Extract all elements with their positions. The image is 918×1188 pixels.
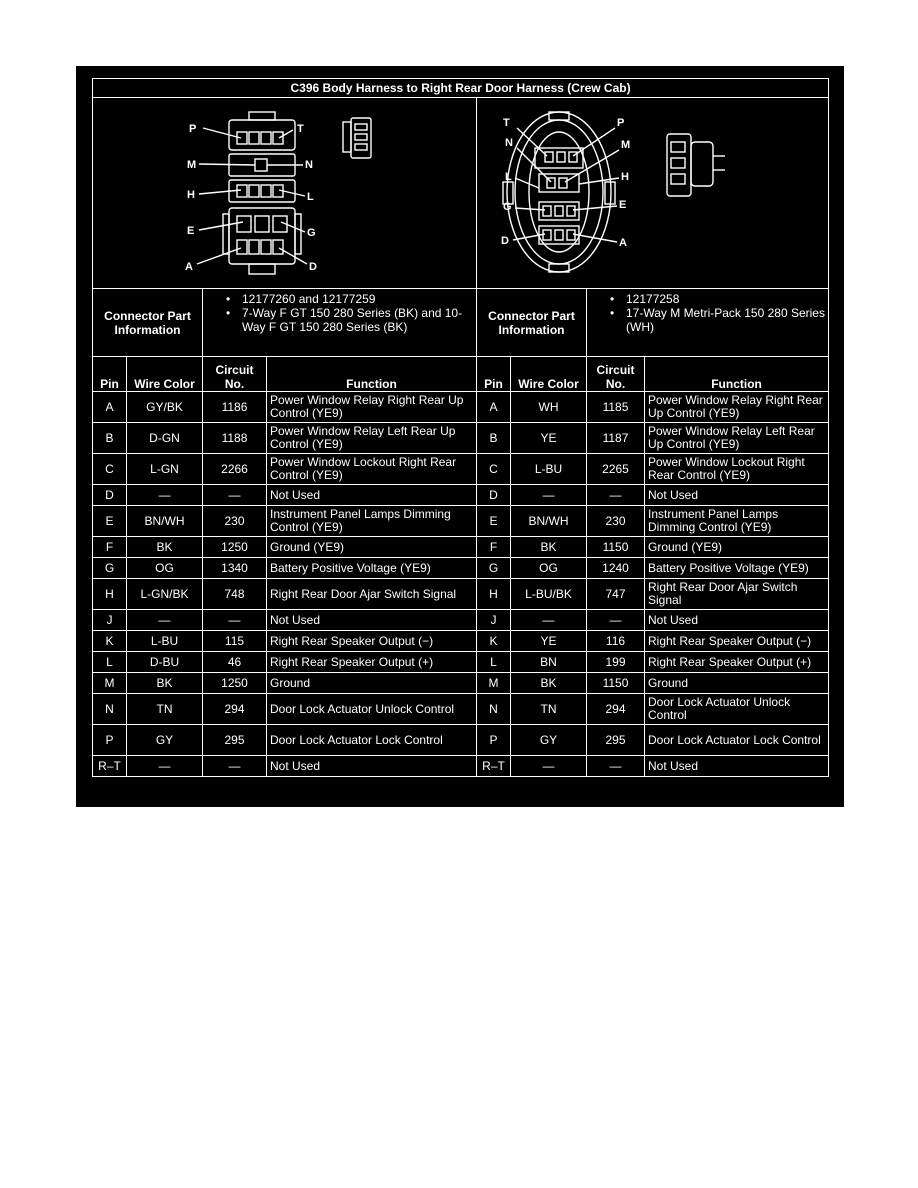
right-function-cell: Not Used <box>645 610 829 631</box>
right-function-cell: Instrument Panel Lamps Dimming Control (YE9) <box>645 506 829 537</box>
left-circuit-cell: 1188 <box>203 423 267 454</box>
right-pin-label-h: H <box>621 171 629 183</box>
left-pin-header: Pin <box>93 357 127 392</box>
right-function-header: Function <box>645 357 829 392</box>
right-part-description: • 17-Way M Metri-Pack 150 280 Series (WH) <box>612 306 825 334</box>
right-function-cell: Ground <box>645 673 829 694</box>
left-pin-cell: R–T <box>93 756 127 777</box>
left-function-cell: Instrument Panel Lamps Dimming Control (YE9) <box>267 506 477 537</box>
right-circuit-cell: 116 <box>587 631 645 652</box>
left-circuit-cell: — <box>203 485 267 506</box>
right-pin-header: Pin <box>477 357 511 392</box>
table-row <box>93 537 829 558</box>
left-pin-cell: J <box>93 610 127 631</box>
left-connector-diagram <box>93 98 477 289</box>
left-function-cell: Power Window Lockout Right Rear Control (YE9) <box>267 454 477 485</box>
left-pin-label-d: D <box>309 261 317 273</box>
left-pin-label-g: G <box>307 227 316 239</box>
left-connector-drawing <box>93 98 477 288</box>
left-wire-color-cell: GY <box>127 725 203 756</box>
right-circuit-header: Circuit No. <box>587 357 645 392</box>
left-function-cell: Door Lock Actuator Unlock Control <box>267 694 477 725</box>
right-function-cell: Right Rear Speaker Output (−) <box>645 631 829 652</box>
right-pin-cell: E <box>477 506 511 537</box>
right-pin-label-l: L <box>505 171 512 183</box>
right-pin-cell: J <box>477 610 511 631</box>
right-circuit-cell: 295 <box>587 725 645 756</box>
left-wire-color-cell: D-BU <box>127 652 203 673</box>
left-function-cell: Not Used <box>267 485 477 506</box>
left-part-number: • 12177260 and 12177259 <box>228 292 473 306</box>
right-pin-cell: F <box>477 537 511 558</box>
right-function-cell: Right Rear Door Ajar Switch Signal <box>645 579 829 610</box>
right-pin-cell: H <box>477 579 511 610</box>
right-circuit-cell: — <box>587 610 645 631</box>
left-pin-label-t: T <box>297 123 304 135</box>
right-wire-color-cell: BK <box>511 537 587 558</box>
left-circuit-cell: 1186 <box>203 392 267 423</box>
right-wire-color-cell: YE <box>511 423 587 454</box>
left-function-cell: Power Window Relay Right Rear Up Control (YE9) <box>267 392 477 423</box>
left-circuit-cell: — <box>203 756 267 777</box>
right-circuit-cell: 1150 <box>587 537 645 558</box>
right-circuit-cell: — <box>587 756 645 777</box>
right-wire-color-cell: TN <box>511 694 587 725</box>
left-circuit-cell: 1340 <box>203 558 267 579</box>
left-part-description: • 7-Way F GT 150 280 Series (BK) and 10-Way F GT 150 280 Series (BK) <box>228 306 473 334</box>
right-pin-label-e: E <box>619 199 627 211</box>
left-circuit-cell: 294 <box>203 694 267 725</box>
left-function-cell: Right Rear Door Ajar Switch Signal <box>267 579 477 610</box>
left-pin-label-l: L <box>307 191 314 203</box>
left-circuit-header: Circuit No. <box>203 357 267 392</box>
right-wire-color-cell: WH <box>511 392 587 423</box>
left-wire-color-cell: — <box>127 485 203 506</box>
right-function-cell: Not Used <box>645 756 829 777</box>
left-wire-color-cell: GY/BK <box>127 392 203 423</box>
left-wire-color-cell: BK <box>127 537 203 558</box>
left-wire-color-cell: — <box>127 756 203 777</box>
left-pin-label-n: N <box>305 159 313 171</box>
right-part-number: • 12177258 <box>612 292 825 306</box>
left-wire-color-cell: — <box>127 610 203 631</box>
table-row <box>93 631 829 652</box>
table-header-row <box>93 357 829 392</box>
left-circuit-cell: 1250 <box>203 537 267 558</box>
right-pin-cell: C <box>477 454 511 485</box>
left-pin-cell: G <box>93 558 127 579</box>
left-function-cell: Ground <box>267 673 477 694</box>
table-row <box>93 454 829 485</box>
right-function-cell: Door Lock Actuator Lock Control <box>645 725 829 756</box>
right-circuit-cell: 199 <box>587 652 645 673</box>
left-function-cell: Not Used <box>267 610 477 631</box>
left-pin-cell: D <box>93 485 127 506</box>
right-function-cell: Door Lock Actuator Unlock Control <box>645 694 829 725</box>
table-row <box>93 423 829 454</box>
right-wire-color-cell: — <box>511 485 587 506</box>
right-pin-label-p: P <box>617 117 625 129</box>
right-circuit-cell: 747 <box>587 579 645 610</box>
right-pin-cell: M <box>477 673 511 694</box>
right-pin-cell: K <box>477 631 511 652</box>
right-circuit-cell: 1240 <box>587 558 645 579</box>
left-pin-cell: K <box>93 631 127 652</box>
table-row <box>93 610 829 631</box>
right-function-cell: Not Used <box>645 485 829 506</box>
right-wire-color-cell: — <box>511 610 587 631</box>
right-pin-cell: N <box>477 694 511 725</box>
table-row <box>93 725 829 756</box>
left-wire-color-cell: BN/WH <box>127 506 203 537</box>
right-function-cell: Battery Positive Voltage (YE9) <box>645 558 829 579</box>
left-pin-label-p: P <box>189 123 197 135</box>
left-wire-color-cell: L-GN/BK <box>127 579 203 610</box>
right-circuit-cell: 230 <box>587 506 645 537</box>
connector-sheet <box>76 66 844 807</box>
right-circuit-cell: 1187 <box>587 423 645 454</box>
right-circuit-cell: 1150 <box>587 673 645 694</box>
left-pin-cell: F <box>93 537 127 558</box>
left-pin-cell: E <box>93 506 127 537</box>
left-function-cell: Ground (YE9) <box>267 537 477 558</box>
left-function-cell: Battery Positive Voltage (YE9) <box>267 558 477 579</box>
pin-rows <box>93 392 829 777</box>
right-wire-color-cell: OG <box>511 558 587 579</box>
left-part-info-list <box>203 289 477 357</box>
pinout-table <box>92 78 829 777</box>
right-pin-label-t: T <box>503 117 510 129</box>
table-row <box>93 694 829 725</box>
table-row <box>93 756 829 777</box>
left-circuit-cell: 115 <box>203 631 267 652</box>
left-circuit-cell: — <box>203 610 267 631</box>
left-pin-label-e: E <box>187 225 195 237</box>
table-row <box>93 485 829 506</box>
table-row <box>93 392 829 423</box>
right-function-cell: Ground (YE9) <box>645 537 829 558</box>
right-connector-diagram <box>477 98 829 289</box>
right-function-cell: Power Window Relay Right Rear Up Control (YE9) <box>645 392 829 423</box>
left-pin-label-m: M <box>187 159 197 171</box>
left-wire-color-cell: TN <box>127 694 203 725</box>
left-circuit-cell: 1250 <box>203 673 267 694</box>
right-pin-cell: P <box>477 725 511 756</box>
left-wire-color-cell: L-GN <box>127 454 203 485</box>
right-function-cell: Right Rear Speaker Output (+) <box>645 652 829 673</box>
left-pin-label-a: A <box>185 261 193 273</box>
right-function-cell: Power Window Lockout Right Rear Control (YE9) <box>645 454 829 485</box>
right-wire-color-cell: BN <box>511 652 587 673</box>
table-row <box>93 558 829 579</box>
right-pin-cell: R–T <box>477 756 511 777</box>
right-circuit-cell: 1185 <box>587 392 645 423</box>
table-row <box>93 652 829 673</box>
right-pin-cell: A <box>477 392 511 423</box>
table-row <box>93 579 829 610</box>
table-row <box>93 506 829 537</box>
left-pin-cell: C <box>93 454 127 485</box>
right-wire-color-cell: BK <box>511 673 587 694</box>
left-pin-label-h: H <box>187 189 195 201</box>
left-pin-cell: P <box>93 725 127 756</box>
right-pin-cell: G <box>477 558 511 579</box>
right-wire-color-header: Wire Color <box>511 357 587 392</box>
right-pin-label-g: G <box>503 201 512 213</box>
left-wire-color-header: Wire Color <box>127 357 203 392</box>
right-wire-color-cell: L-BU/BK <box>511 579 587 610</box>
right-wire-color-cell: GY <box>511 725 587 756</box>
left-function-header: Function <box>267 357 477 392</box>
left-circuit-cell: 748 <box>203 579 267 610</box>
right-pin-label-d: D <box>501 235 509 247</box>
left-circuit-cell: 2266 <box>203 454 267 485</box>
left-function-cell: Door Lock Actuator Lock Control <box>267 725 477 756</box>
left-circuit-cell: 230 <box>203 506 267 537</box>
left-function-cell: Right Rear Speaker Output (−) <box>267 631 477 652</box>
right-pin-label-m: M <box>621 139 631 151</box>
left-pin-cell: A <box>93 392 127 423</box>
left-wire-color-cell: D-GN <box>127 423 203 454</box>
right-wire-color-cell: L-BU <box>511 454 587 485</box>
left-wire-color-cell: BK <box>127 673 203 694</box>
right-wire-color-cell: BN/WH <box>511 506 587 537</box>
right-wire-color-cell: — <box>511 756 587 777</box>
right-pin-label-a: A <box>619 237 627 249</box>
left-pin-cell: N <box>93 694 127 725</box>
right-part-info-list <box>587 289 829 357</box>
right-circuit-cell: — <box>587 485 645 506</box>
right-circuit-cell: 2265 <box>587 454 645 485</box>
right-connector-drawing <box>477 98 829 288</box>
right-circuit-cell: 294 <box>587 694 645 725</box>
table-row <box>93 673 829 694</box>
left-function-cell: Right Rear Speaker Output (+) <box>267 652 477 673</box>
right-wire-color-cell: YE <box>511 631 587 652</box>
right-pin-label-n: N <box>505 137 513 149</box>
right-pin-cell: L <box>477 652 511 673</box>
left-circuit-cell: 295 <box>203 725 267 756</box>
left-function-cell: Power Window Relay Left Rear Up Control (YE9) <box>267 423 477 454</box>
right-pin-cell: D <box>477 485 511 506</box>
left-pin-cell: H <box>93 579 127 610</box>
right-pin-cell: B <box>477 423 511 454</box>
left-pin-cell: M <box>93 673 127 694</box>
left-pin-cell: L <box>93 652 127 673</box>
left-part-info-label: Connector Part Information <box>93 289 203 357</box>
right-part-info-label: Connector Part Information <box>477 289 587 357</box>
right-function-cell: Power Window Relay Left Rear Up Control (YE9) <box>645 423 829 454</box>
left-wire-color-cell: L-BU <box>127 631 203 652</box>
left-wire-color-cell: OG <box>127 558 203 579</box>
left-pin-cell: B <box>93 423 127 454</box>
left-circuit-cell: 46 <box>203 652 267 673</box>
left-function-cell: Not Used <box>267 756 477 777</box>
page-title: C396 Body Harness to Right Rear Door Harness (Crew Cab) <box>93 79 829 98</box>
